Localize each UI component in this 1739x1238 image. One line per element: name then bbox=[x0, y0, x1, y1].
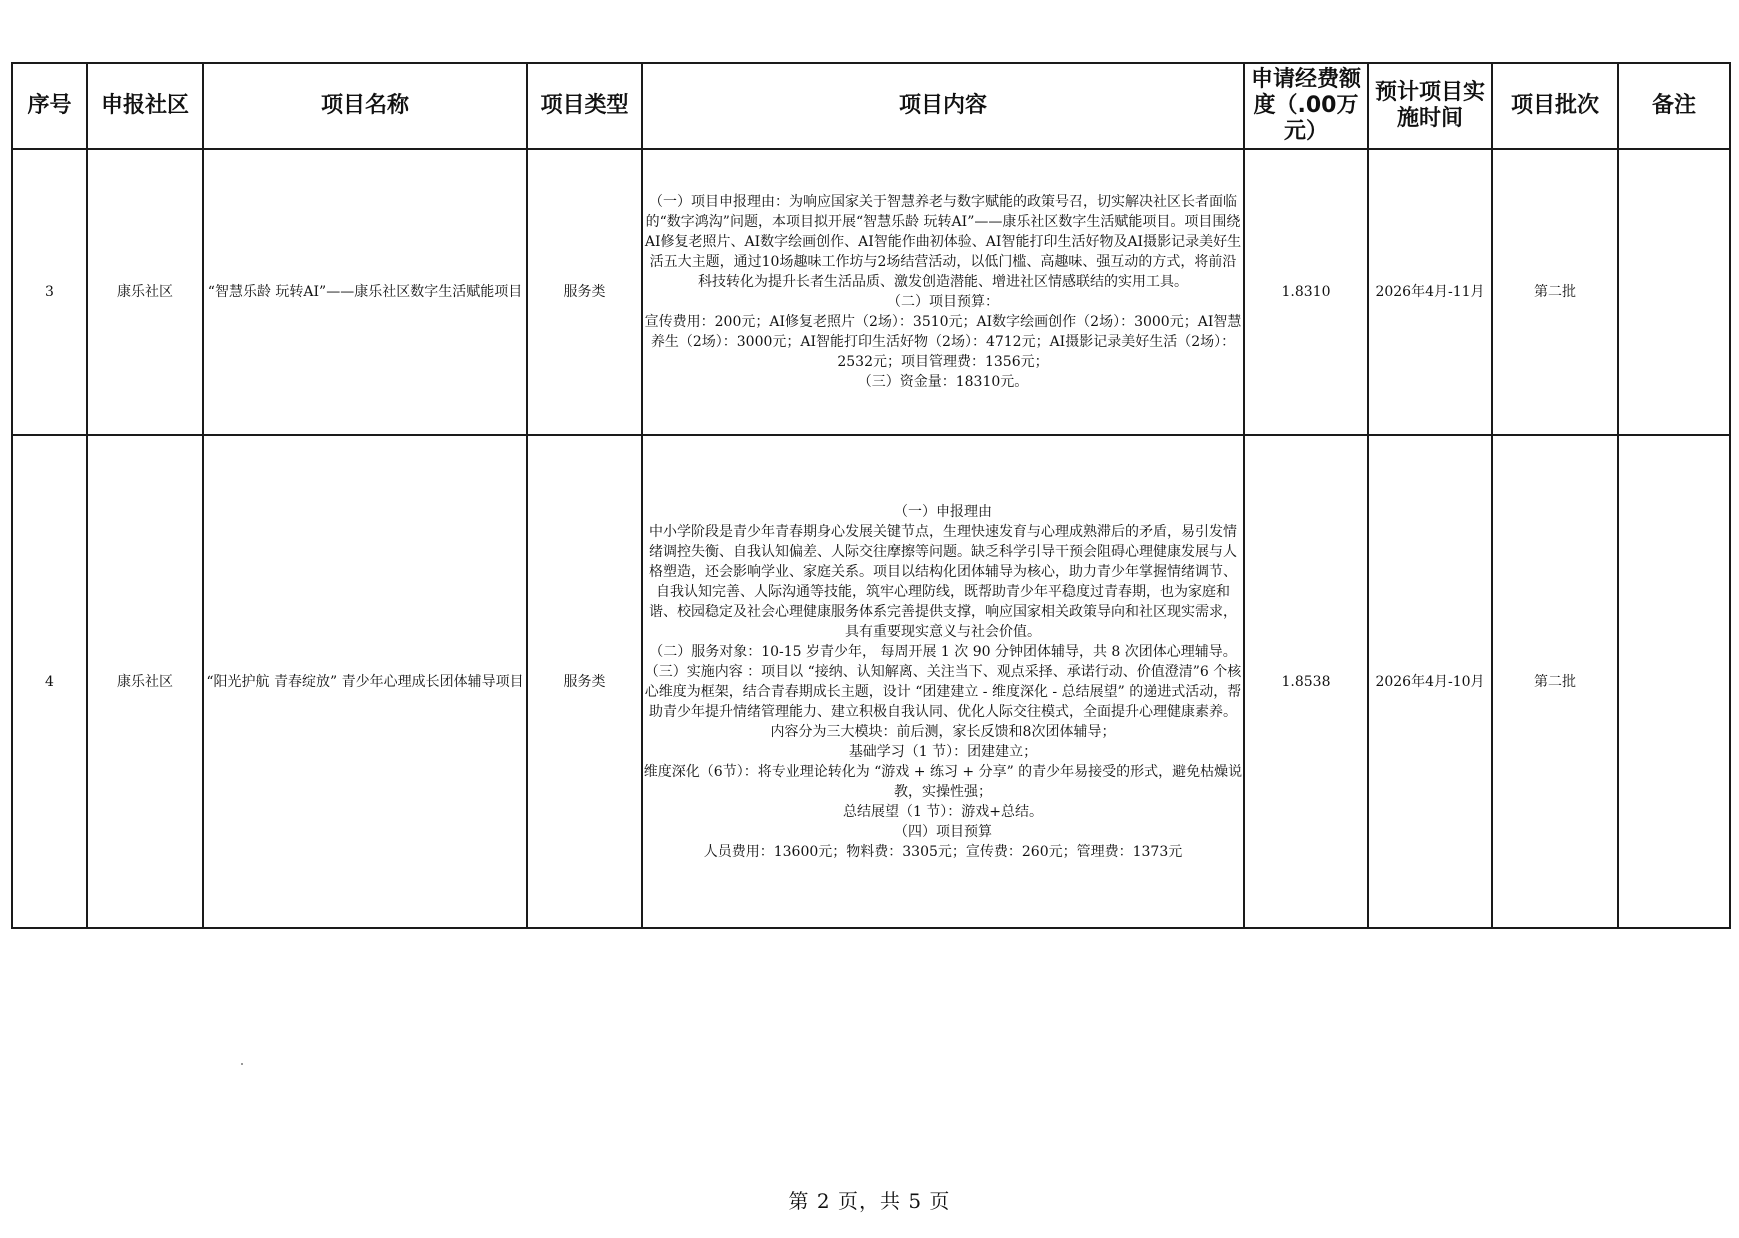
row-period: 2026年4月-10月 bbox=[1368, 435, 1492, 928]
header-batch: 项目批次 bbox=[1492, 63, 1618, 149]
row-no: 3 bbox=[12, 149, 87, 435]
table-row bbox=[12, 149, 1730, 435]
header-project-type: 项目类型 bbox=[527, 63, 642, 149]
header-project-name: 项目名称 bbox=[203, 63, 527, 149]
content-paragraph: 中小学阶段是青少年青春期身心发展关键节点，生理快速发育与心理成熟滞后的矛盾，易引发情绪调控失衡、自我认知偏差、人际交往摩擦等问题。缺乏科学引导干预会阻碍心理健康发展与人格塑造，还会影响学业、家庭关系。项目以结构化团体辅导为核心，助力青少年掌握情绪调节、自我认知完善、人际沟通等技能，筑牢心理防线，既帮助青少年平稳度过青春期，也为家庭和谐、校园稳定及社会心理健康服务体系完善提供支撑，响应国家相关政策导向和社区现实需求，具有重要现实意义与社会价值。 bbox=[649, 523, 1237, 640]
content-paragraph: 维度深化（6节）：将专业理论转化为 “游戏 + 练习 + 分享” 的青少年易接受的形式，避免枯燥说教，实操性强； bbox=[643, 763, 1243, 800]
row-amount: 1.8310 bbox=[1244, 149, 1368, 435]
content-paragraph: 总结展望（1 节）：游戏+总结。 bbox=[842, 803, 1044, 820]
row-remark bbox=[1618, 435, 1730, 928]
header-amount: 申请经费额度（.00万元） bbox=[1244, 63, 1368, 149]
page-footer: 第 2 页，共 5 页 bbox=[788, 1189, 951, 1213]
content-paragraph: 宣传费用：200元；AI修复老照片（2场）：3510元；AI数字绘画创作（2场）：3000元；AI智慧养生（2场）：3000元；AI智能打印生活好物（2场）：4712元；AI摄影记录美好生活（2场）：2532元；项目管理费：1356元； bbox=[644, 314, 1242, 370]
project-table bbox=[11, 62, 1731, 929]
content-paragraph: （三）资金量：18310元。 bbox=[857, 374, 1029, 390]
row-project-type: 服务类 bbox=[527, 149, 642, 435]
content-paragraph: （一）项目申报理由：为响应国家关于智慧养老与数字赋能的政策号召，切实解决社区长者面临的“数字鸿沟”问题，本项目拟开展“智慧乐龄 玩转AI”——康乐社区数字生活赋能项目。项目围绕AI修复老照片、AI数字绘画创作、AI智能作曲初体验、AI智能打印生活好物及AI摄影记录美好生活五大主题，通过10场趣味工作坊与2场结营活动，以低门槛、高趣味、强互动的方式，将前沿科技转化为提升长者生活品质、激发创造潜能、增进社区情感联结的实用工具。 bbox=[644, 194, 1242, 290]
content-paragraph: 内容分为三大模块：前后测，家长反馈和8次团体辅导； bbox=[770, 723, 1116, 740]
row-project-content bbox=[642, 149, 1244, 435]
table-row bbox=[12, 435, 1730, 928]
row-project-name: “阳光护航 青春绽放” 青少年心理成长团体辅导项目 bbox=[203, 435, 527, 928]
row-batch: 第二批 bbox=[1492, 435, 1618, 928]
scan-speck bbox=[241, 1063, 243, 1065]
row-community: 康乐社区 bbox=[87, 435, 203, 928]
content-paragraph: 基础学习（1 节）：团建建立； bbox=[848, 743, 1038, 760]
content-paragraph: （四）项目预算 bbox=[894, 823, 992, 840]
row-project-content bbox=[642, 435, 1244, 928]
header-row bbox=[12, 63, 1730, 149]
header-remark: 备注 bbox=[1618, 63, 1730, 149]
row-community: 康乐社区 bbox=[87, 149, 203, 435]
content-paragraph: （一）申报理由 bbox=[894, 503, 992, 520]
row-no: 4 bbox=[12, 435, 87, 928]
row-project-name: “智慧乐龄 玩转AI”——康乐社区数字生活赋能项目 bbox=[203, 149, 527, 435]
content-paragraph: （二）项目预算： bbox=[887, 294, 999, 310]
header-period: 预计项目实施时间 bbox=[1368, 63, 1492, 149]
content-paragraph: 人员费用：13600元；物料费：3305元；宣传费：260元；管理费：1373元 bbox=[703, 843, 1183, 860]
row-remark bbox=[1618, 149, 1730, 435]
row-project-type: 服务类 bbox=[527, 435, 642, 928]
row-batch: 第二批 bbox=[1492, 149, 1618, 435]
header-project-content: 项目内容 bbox=[642, 63, 1244, 149]
row-period: 2026年4月-11月 bbox=[1368, 149, 1492, 435]
header-no: 序号 bbox=[12, 63, 87, 149]
header-community: 申报社区 bbox=[87, 63, 203, 149]
content-paragraph: （二）服务对象：10-15 岁青少年， 每周开展 1 次 90 分钟团体辅导，共 8 次团体心理辅导。（三）实施内容 ：项目以 “接纳、认知解离、关注当下、观点采择、承诺行动、价值澄清”6 个核心维度为框架，结合青春期成长主题，设计 “团建建立 - 维度深化 - 总结展望” 的递进式活动，帮助青少年提升情绪管理能力、建立积极自我认同、优化人际交往模式，全面提升心理健康素养。 bbox=[644, 643, 1242, 720]
row-amount: 1.8538 bbox=[1244, 435, 1368, 928]
